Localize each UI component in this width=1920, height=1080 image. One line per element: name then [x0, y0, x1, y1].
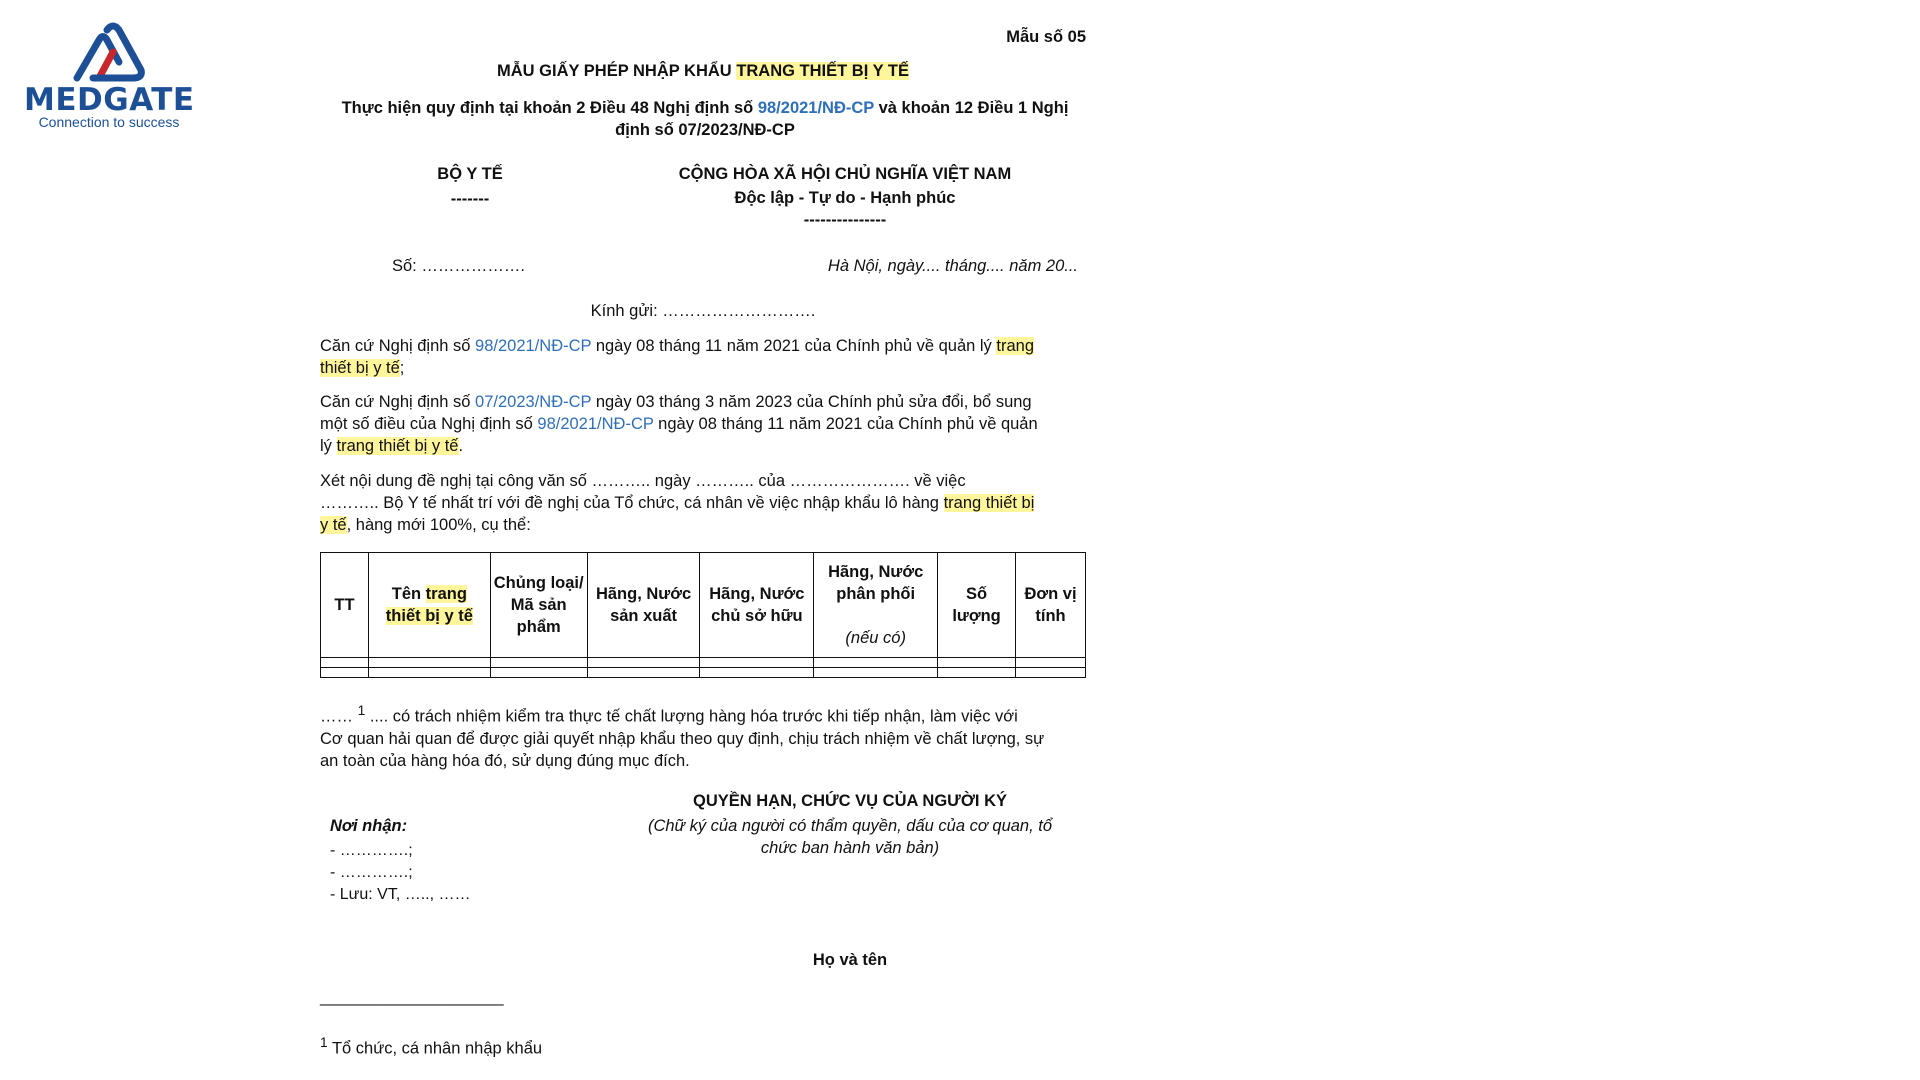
decree-link[interactable]: 98/2021/NĐ-CP: [757, 99, 875, 117]
signer-note: (Chữ ký của người có thẩm quyền, dấu của cơ quan, tổ chức ban hành văn bản): [647, 817, 1053, 857]
document-subtitle: Thực hiện quy định tại khoản 2 Điều 48 Nghị định số 98/2021/NĐ-CP và khoản 12 Điều 1 Nghị định số 07/2023/NĐ-CP: [341, 99, 1069, 139]
brand-tagline: Connection to success: [38, 114, 180, 130]
nation-motto: Độc lập - Tự do - Hạnh phúc: [734, 189, 956, 207]
document-date: Hà Nội, ngày.... tháng.... năm 20...: [827, 257, 1078, 275]
paragraph-legal-basis-1: Căn cứ Nghị định số 98/2021/NĐ-CP ngày 08 tháng 11 năm 2021 của Chính phủ về quản lý trang thiết bị y tế;: [320, 337, 1035, 377]
decree-link[interactable]: 98/2021/NĐ-CP: [537, 415, 654, 433]
col-header-tt: TT: [321, 553, 369, 658]
document-title: MẪU GIẤY PHÉP NHẬP KHẨU TRANG THIẾT BỊ Y TẾ: [497, 62, 909, 80]
addressee: Kính gửi: ……………………….: [590, 302, 816, 320]
list-item: - ………….;: [330, 842, 413, 859]
signer-name: Họ và tên: [812, 951, 888, 969]
ministry-divider: -------: [450, 190, 490, 208]
signer-title: QUYỀN HẠN, CHỨC VỤ CỦA NGƯỜI KÝ: [692, 792, 1008, 810]
ministry-name: BỘ Y TẾ: [437, 165, 503, 183]
document-number: Số: ……………….: [392, 257, 525, 275]
list-item: - Lưu: VT, ….., ……: [330, 886, 471, 903]
col-header-unit: Đơn vị tính: [1016, 553, 1086, 658]
table-header-row: [321, 553, 1086, 658]
col-header-manufacturer: Hãng, Nước sản xuất: [587, 553, 700, 658]
form-number: Mẫu số 05: [1006, 28, 1086, 46]
col-header-quantity: Số lượng: [938, 553, 1016, 658]
motto-divider: ---------------: [803, 211, 887, 229]
table-row: [321, 668, 1086, 678]
medgate-logo-icon: [69, 18, 149, 86]
document-page: [320, 0, 1090, 1080]
device-table: [320, 552, 1086, 678]
footnote-rule: ____________________: [320, 988, 504, 1006]
col-header-distributor: Hãng, Nước phân phối (nếu có): [814, 553, 938, 658]
col-header-type: Chủng loại/ Mã sản phẩm: [490, 553, 587, 658]
medgate-logo: [24, 18, 194, 129]
paragraph-legal-basis-2: Căn cứ Nghị định số 07/2023/NĐ-CP ngày 03 tháng 3 năm 2023 của Chính phủ sửa đổi, bổ sung một số điều của Nghị định số 98/2021/NĐ-CP ngày 08 tháng 11 năm 2021 của Chính phủ về quản lý trang thiết bị y tế.: [320, 393, 1038, 455]
paragraph-responsibility: …… $^1$ .... có trách nhiệm kiểm tra thực tế chất lượng hàng hóa trước khi tiếp nhận, làm việc với Cơ quan hải quan để được giải quyết nhập khẩu theo quy định, chịu trách nhiệm về chất lượng, sự an toàn của hàng hóa đó, sử dụng đúng mục đích.: [320, 703, 1045, 770]
table-row: [321, 658, 1086, 668]
nation-name: CỘNG HÒA XÃ HỘI CHỦ NGHĨA VIỆT NAM: [678, 165, 1012, 183]
recipients-label: Nơi nhận:: [330, 817, 408, 835]
footnote: $^1$ Tổ chức, cá nhân nhập khẩu: [320, 1035, 543, 1058]
col-header-device-name: Tên trang thiết bị y tế: [368, 553, 490, 658]
decree-link[interactable]: 07/2023/NĐ-CP: [475, 393, 592, 411]
list-item: - ………….;: [330, 864, 413, 881]
recipients-list: [330, 840, 471, 906]
brand-name: MEDGATE: [24, 82, 195, 118]
paragraph-consideration: Xét nội dung đề nghị tại công văn số ……….. ngày ……….. của …………………. về việc ……….. Bộ Y tế nhất trí với đề nghị của Tổ chức, cá nhân về việc nhập khẩu lô hàng trang thiết bị y tế, hàng mới 100%, cụ thể:: [320, 472, 1035, 534]
decree-link[interactable]: 98/2021/NĐ-CP: [475, 337, 592, 355]
col-header-owner: Hãng, Nước chủ sở hữu: [700, 553, 814, 658]
